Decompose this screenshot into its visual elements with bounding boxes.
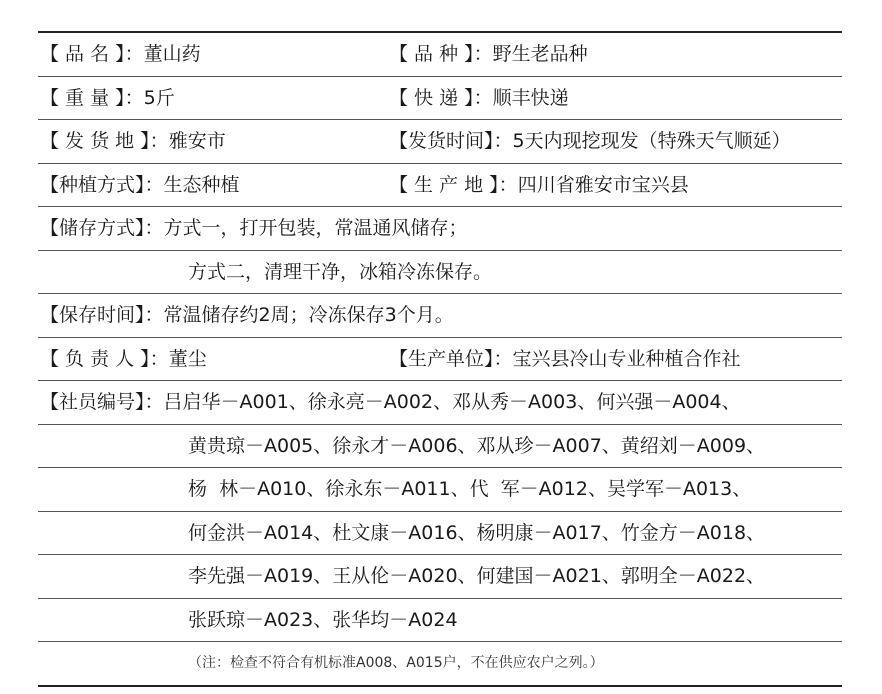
field-label: 【 品 种 】: [389, 43, 474, 65]
info-row-keep-time: [38, 294, 842, 338]
field-owner: [40, 338, 207, 381]
member-line: 李先强－A019、王从伦－A020、何建国－A021、郭明全－A022、: [188, 565, 766, 587]
field-value: 常温储存约2周；冷冻保存3个月。: [163, 304, 454, 326]
field-label: 【 发 货 地 】: [40, 130, 150, 152]
field-production-place: [389, 164, 689, 207]
colon: ：: [473, 86, 493, 109]
field-value: 方式二，清理干净，冰箱冷冻保存。: [188, 260, 493, 283]
colon: ：: [144, 173, 164, 196]
member-line: 张跃琼－A023、张华均－A024: [188, 608, 458, 631]
field-label: 【发货时间】: [389, 130, 494, 152]
field-label: 【 生 产 地 】: [389, 173, 499, 196]
info-row-planting-production: [38, 164, 842, 208]
field-members: [40, 381, 741, 424]
field-ship-time: [389, 120, 791, 163]
field-value: 方式一，打开包装，常温通风储存；: [163, 217, 468, 239]
info-row-owner-unit: [38, 338, 842, 382]
info-row-note: [38, 642, 842, 687]
info-row-storage-1: [38, 207, 842, 251]
colon: ：: [144, 391, 164, 413]
info-row-name-variety: [38, 33, 842, 77]
colon: ：: [144, 217, 164, 239]
product-info-sheet: [38, 31, 842, 687]
field-value: 顺丰快递: [492, 86, 569, 109]
field-label: 【种植方式】: [40, 173, 145, 196]
info-row-members-2: [38, 425, 842, 469]
field-label: 【储存方式】: [40, 217, 145, 239]
info-row-origin-shiptime: [38, 120, 842, 164]
colon: ：: [149, 347, 169, 370]
field-value: 宝兴县冷山专业种植合作社: [512, 347, 741, 370]
colon: ：: [144, 304, 164, 326]
field-name: [40, 33, 201, 76]
field-keep-time: [40, 294, 454, 337]
colon: ：: [493, 347, 513, 370]
colon: ：: [498, 173, 518, 196]
field-variety: [389, 33, 588, 76]
member-line: 黄贵琼－A005、徐永才－A006、邓从珍－A007、黄绍刘－A009、: [188, 434, 766, 457]
info-row-members-6: [38, 599, 842, 643]
info-row-members-3: [38, 468, 842, 512]
field-value: 生态种植: [163, 173, 240, 196]
field-label: 【 负 责 人 】: [40, 347, 150, 370]
field-label: 【生产单位】: [389, 347, 494, 370]
colon: ：: [124, 43, 144, 65]
field-weight: [40, 77, 175, 120]
colon: ：: [473, 43, 493, 65]
field-label: 【 快 递 】: [389, 86, 474, 109]
field-value: 雅安市: [168, 130, 226, 152]
field-express: [389, 77, 569, 120]
field-label: 【 品 名 】: [40, 43, 125, 65]
footnote: （注：检查不符合有机标准A008、A015户，不在供应农户之列。）: [188, 655, 604, 671]
info-row-weight-express: [38, 77, 842, 121]
member-line: 吕启华－A001、徐永亮－A002、邓从秀－A003、何兴强－A004、: [163, 391, 741, 413]
colon: ：: [493, 130, 513, 152]
colon: ：: [149, 130, 169, 152]
field-value: 四川省雅安市宝兴县: [517, 173, 689, 196]
field-value: 董山药: [143, 43, 201, 65]
colon: ：: [124, 86, 144, 109]
field-value: 野生老品种: [492, 43, 588, 65]
field-ship-from: [40, 120, 226, 163]
member-line: 何金洪－A014、杜文康－A016、杨明康－A017、竹金方－A018、: [188, 521, 766, 544]
field-value: 5天内现挖现发（特殊天气顺延）: [512, 130, 791, 152]
field-planting-method: [40, 164, 240, 207]
field-storage: [40, 207, 468, 250]
field-label: 【 重 量 】: [40, 86, 125, 109]
field-label: 【保存时间】: [40, 304, 145, 326]
field-production-unit: [389, 338, 741, 381]
field-value: 5斤: [143, 86, 175, 109]
field-label: 【社员编号】: [40, 391, 145, 413]
info-row-members-4: [38, 512, 842, 556]
info-row-storage-2: [38, 251, 842, 295]
member-line: 杨 林－A010、徐永东－A011、代 军－A012、吴学军－A013、: [188, 478, 752, 500]
info-row-members-5: [38, 555, 842, 599]
field-value: 董尘: [168, 347, 207, 370]
info-row-members-1: [38, 381, 842, 425]
